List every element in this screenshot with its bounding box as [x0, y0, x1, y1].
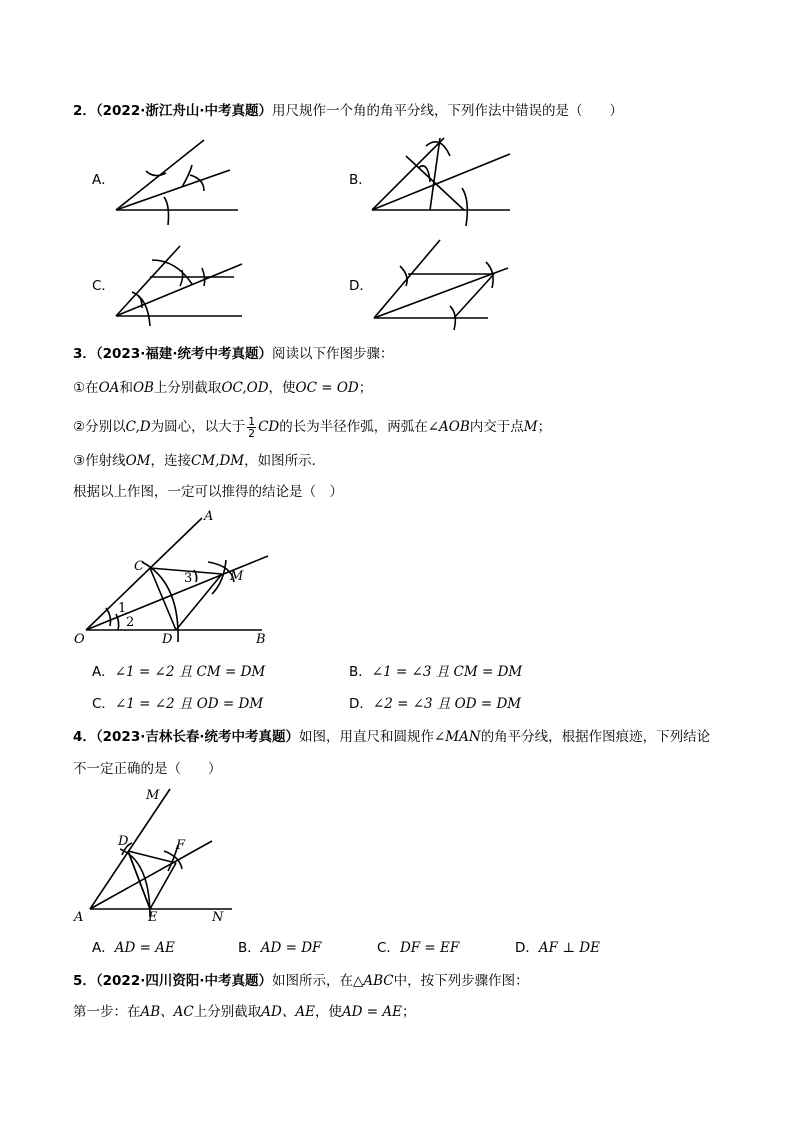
q4-label-d: D	[118, 834, 129, 849]
q4-label-e: E	[148, 910, 158, 925]
q3-label-o: O	[74, 632, 85, 647]
q4-option-d-text: AF ⊥ DE	[538, 940, 600, 956]
q3-label-angle3: 3	[184, 571, 193, 586]
q3-step2-text-e: ；	[537, 419, 552, 435]
q4-option-c	[377, 938, 459, 958]
q3-option-b-text: ∠1 = ∠3 且 CM = DM	[371, 664, 523, 680]
q3-option-d-label: D．	[349, 696, 373, 712]
q3-step1-segments: OC,OD	[221, 380, 269, 396]
q5-stem-text-b: 中，按下列步骤作图：	[393, 973, 529, 989]
q3-step2-text-b: 为圆心，以大于	[150, 419, 246, 435]
q3-label-angle2: 2	[126, 615, 135, 630]
q2-question: 用尺规作一个角的角平分线，下列作法中错误的是（ ）	[271, 103, 623, 119]
q3-option-d-text: ∠2 = ∠3 且 OD = DM	[372, 696, 522, 712]
q3-option-b	[349, 662, 522, 682]
q4-option-d	[515, 938, 600, 958]
q3-step2-text-c: 的长为半径作弧，两弧在	[279, 419, 428, 435]
q4-option-b	[238, 938, 321, 958]
q2-option-b-label: B．	[349, 172, 372, 188]
q3-option-a-text: ∠1 = ∠2 且 CM = DM	[114, 664, 266, 680]
q3-label-angle1: 1	[118, 601, 127, 616]
q3-step2-text-d: 内交于点	[469, 419, 524, 435]
q3-option-b-label: B．	[349, 664, 372, 680]
q3-step1-text-a: ①在	[73, 380, 99, 396]
q3-step1-text-c: 上分别截取	[153, 380, 222, 396]
q2-figure-c	[112, 242, 247, 332]
q3-option-a	[92, 662, 265, 682]
q4-option-a	[92, 938, 175, 958]
q3-step1-equation: OC = OD	[295, 380, 359, 396]
q3-step3-text-c: ，如图所示．	[244, 453, 326, 469]
q4-figure	[72, 785, 262, 930]
q2-option-d-label: D．	[349, 278, 373, 294]
q2-option-a-label: A．	[92, 172, 115, 188]
q5-step1-text-a: 第一步：在	[73, 1004, 141, 1020]
q3-step2-segment: CD	[258, 419, 280, 435]
q4-label-a: A	[74, 910, 84, 925]
q5-stem-text-a: 如图所示，在	[271, 973, 353, 989]
q3-stem	[73, 344, 393, 364]
q3-option-c	[92, 694, 263, 714]
q3-step3	[73, 451, 325, 471]
q4-label-f: F	[176, 838, 186, 853]
q3-question: 阅读以下作图步骤：	[271, 346, 394, 362]
q3-option-c-label: C．	[92, 696, 115, 712]
q5-step1-text-b: 上分别截取	[193, 1004, 262, 1020]
q5-stem-triangle: △ABC	[352, 973, 394, 989]
q3-step2-text-a: ②分别以	[73, 419, 126, 435]
q3-step2-point-m: M	[523, 419, 538, 435]
q5-step1-text-d: ；	[402, 1004, 416, 1020]
q5-step1-equation: AD = AE	[341, 1004, 403, 1020]
q2-stem	[73, 101, 623, 121]
q4-stem-line2: 不一定正确的是（ ）	[73, 761, 222, 777]
q3-label-b: B	[256, 632, 266, 647]
q5-step1-text-c: ，使	[314, 1004, 342, 1020]
q4-option-d-label: D．	[515, 940, 539, 956]
q3-step1-text-e: ；	[358, 380, 373, 396]
q3-step3-text-b: ，连接	[150, 453, 191, 469]
q3-step1-ob: OB	[132, 380, 154, 396]
q3-step1	[73, 378, 372, 398]
q3-fraction-numerator: 1	[248, 414, 256, 428]
q5-stem	[73, 971, 529, 991]
q5-step1-segments: AD、AE	[261, 1004, 315, 1020]
q4-label-n: N	[212, 910, 224, 925]
q2-figure-a	[112, 135, 242, 225]
q3-step1-text-d: ，使	[268, 380, 296, 396]
q4-option-b-text: AD = DF	[260, 940, 322, 956]
q3-option-d	[349, 694, 521, 714]
q2-option-c-label: C．	[92, 278, 115, 294]
q3-step2-centers: C,D	[125, 419, 151, 435]
q5-source: 5．（2022·四川资阳·中考真题）	[73, 973, 272, 989]
q3-label-a: A	[204, 509, 214, 524]
q3-source: 3．（2023·福建·统考中考真题）	[73, 346, 272, 362]
q3-label-c: C	[134, 559, 144, 574]
q4-label-m: M	[146, 788, 160, 803]
q4-option-c-text: DF = EF	[399, 940, 460, 956]
q3-step3-ray: OM	[125, 453, 151, 469]
q5-step1-sides: AB、AC	[140, 1004, 194, 1020]
q4-option-b-label: B．	[238, 940, 261, 956]
q3-step3-segments: CM,DM	[191, 453, 245, 469]
q3-question-line: 根据以上作图，一定可以推得的结论是（ ）	[73, 484, 343, 500]
q4-stem	[73, 727, 710, 747]
q3-label-m: M	[230, 569, 244, 584]
q3-step1-text-b: 和	[119, 380, 133, 396]
q3-step2-fraction	[247, 416, 256, 439]
q4-stem-text-a: 如图，用直尺和圆规作	[298, 729, 434, 745]
q3-figure	[72, 508, 282, 648]
q3-label-d: D	[162, 632, 173, 647]
q3-option-c-text: ∠1 = ∠2 且 OD = DM	[114, 696, 264, 712]
q3-step2	[73, 414, 551, 440]
q4-option-c-label: C．	[377, 940, 400, 956]
q3-step1-oa: OA	[98, 380, 120, 396]
q4-option-a-text: AD = AE	[114, 940, 175, 956]
q4-option-a-label: A．	[92, 940, 115, 956]
q3-option-a-label: A．	[92, 664, 115, 680]
q3-step2-angle: ∠AOB	[427, 419, 470, 435]
q4-stem-text-b: 的角平分线，根据作图痕迹，下列结论	[480, 729, 711, 745]
q2-figure-d	[370, 238, 515, 333]
q3-step3-text-a: ③作射线	[73, 453, 126, 469]
q2-source: 2．（2022·浙江舟山·中考真题）	[73, 103, 272, 119]
q4-stem-angle: ∠MAN	[433, 729, 481, 745]
q4-source: 4．（2023·吉林长春·统考中考真题）	[73, 729, 299, 745]
q3-fraction-denominator: 2	[248, 426, 256, 440]
q2-figure-b	[370, 130, 515, 225]
q5-step1	[73, 1002, 416, 1022]
